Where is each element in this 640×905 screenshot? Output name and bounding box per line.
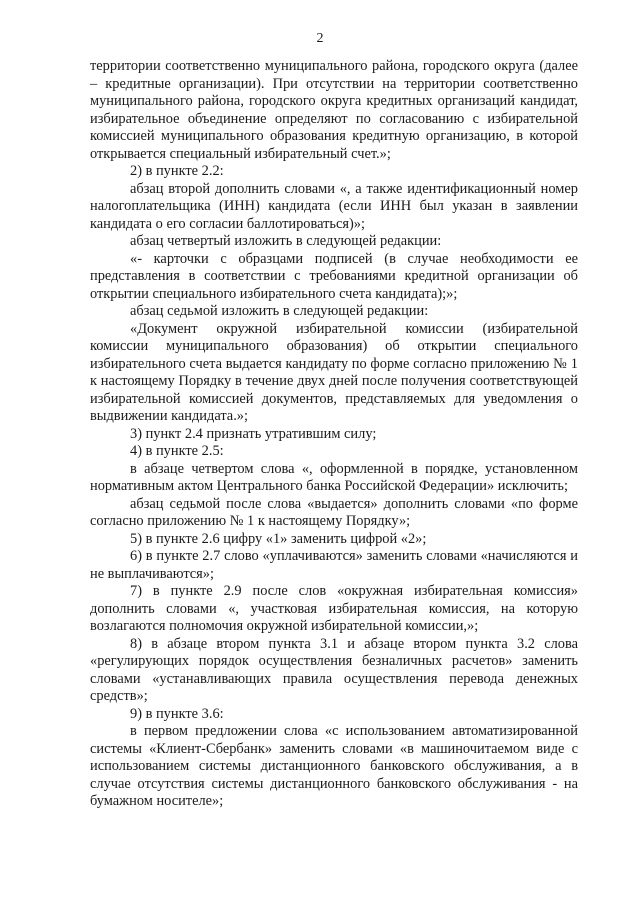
paragraph: «- карточки с образцами подписей (в случае необходимости ее представления в соответствии с требованиями кредитной организации об открытии специального избирательного счета кандидата);»;: [90, 250, 578, 302]
paragraph: территории соответственно муниципального района, городского округа (далее – кредитные организации). При отсутствии на территории соответственно муниципального района, городского округа кредитных организаций кандидат, избирательное объединение определяют по согласованию с избирательной комиссией муниципального образования кредитную организацию, в которой открывается специальный избирательный счет.»;: [90, 58, 578, 162]
paragraph: абзац седьмой после слова «выдается» дополнить словами «по форме согласно приложению № 1 к настоящему Порядку»;: [90, 495, 578, 529]
page-number: 2: [316, 31, 324, 46]
paragraph: абзац второй дополнить словами «, а также идентификационный номер налогоплательщика (ИНН) кандидата (если ИНН был указан в заявлении кандидата о его согласии баллотироваться)»;: [90, 180, 578, 232]
paragraph: 4) в пункте 2.5:: [130, 443, 224, 459]
paragraph: абзац четвертый изложить в следующей редакции:: [130, 233, 442, 249]
paragraph: абзац седьмой изложить в следующей редакции:: [130, 303, 429, 319]
paragraph: 7) в пункте 2.9 после слов «окружная избирательная комиссия» дополнить словами «, участковая избирательная комиссия, на которую возлагаются полномочия окружной избирательной комиссии,»;: [90, 583, 578, 634]
paragraph: «Документ окружной избирательной комиссии (избирательной комиссии муниципального образования) об открытии специального избирательного счета выдается кандидату по форме согласно приложению № 1 к настоящему Порядку в течение двух дней после получения соответствующей избирательной комиссией документов, представляемых для уведомления о выдвижении кандидата.»;: [90, 320, 578, 424]
paragraph: в абзаце четвертом слова «, оформленной в порядке, установленном нормативным актом Центрального банка Российской Федерации» исключить;: [90, 460, 578, 494]
paragraph: 2) в пункте 2.2:: [130, 163, 224, 179]
paragraph: в первом предложении слова «с использованием автоматизированной системы «Клиент-Сбербанк» заменить словами «в машиночитаемом виде с использованием системы дистанционного банковского обслуживания, а в случае отсутствия системы дистанционного банковского обслуживания - на бумажном носителе»;: [90, 723, 578, 809]
paragraph: 8) в абзаце втором пункта 3.1 и абзаце втором пункта 3.2 слова «регулирующих порядок осуществления безналичных расчетов» заменить словами «устанавливающих правила осуществления перевода денежных средств»;: [90, 635, 578, 704]
paragraph: 5) в пункте 2.6 цифру «1» заменить цифрой «2»;: [130, 530, 427, 547]
document-body: [90, 58, 578, 811]
paragraph: 6) в пункте 2.7 слово «уплачиваются» заменить словами «начисляются и не выплачиваются»;: [90, 548, 578, 582]
paragraph: 3) пункт 2.4 признать утратившим силу;: [130, 425, 377, 442]
paragraph: 9) в пункте 3.6:: [130, 705, 224, 722]
